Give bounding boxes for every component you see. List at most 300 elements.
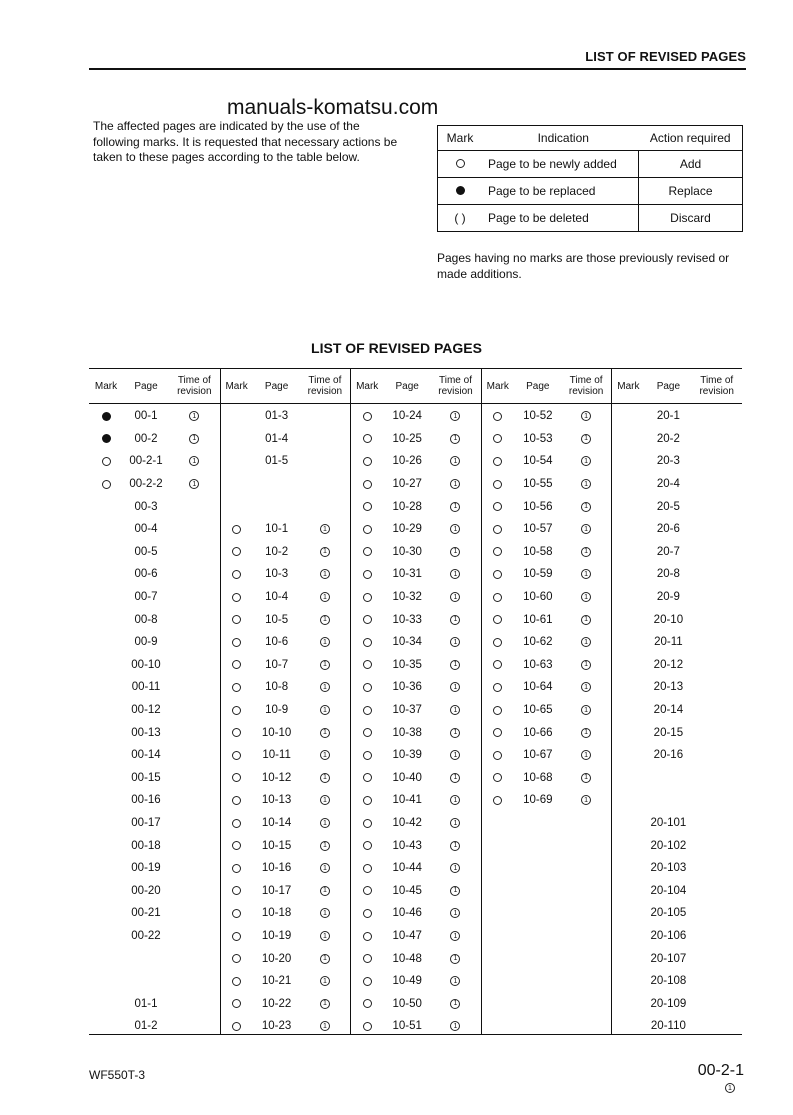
mark-cell bbox=[350, 518, 384, 541]
mark-cell bbox=[481, 541, 515, 564]
revision-circle-icon: 1 bbox=[320, 954, 330, 964]
table-row bbox=[220, 428, 351, 451]
table-row bbox=[220, 902, 351, 925]
revision-cell bbox=[561, 789, 612, 812]
table-row bbox=[220, 970, 351, 993]
table-row bbox=[611, 699, 742, 722]
page-cell: 20-103 bbox=[650, 862, 687, 875]
header-title: LIST OF REVISED PAGES bbox=[585, 49, 746, 64]
revision-cell bbox=[169, 902, 220, 925]
revision-cell bbox=[169, 699, 220, 722]
table-row bbox=[611, 563, 742, 586]
page-cell: 10-16 bbox=[261, 862, 292, 875]
mark-cell bbox=[220, 947, 254, 970]
table-row bbox=[350, 518, 481, 541]
page-cell: 01-4 bbox=[265, 432, 289, 445]
page-cell: 10-68 bbox=[523, 771, 553, 784]
revision-circle-icon: 1 bbox=[581, 705, 591, 715]
revision-circle-icon: 1 bbox=[581, 773, 591, 783]
mark-cell bbox=[220, 631, 254, 654]
table-row bbox=[481, 563, 612, 586]
table-row bbox=[89, 970, 220, 993]
mark-cell bbox=[611, 563, 645, 586]
table-row bbox=[89, 721, 220, 744]
mark-cell bbox=[89, 541, 123, 564]
page-cell: 00-2-2 bbox=[129, 478, 163, 491]
open-circle-icon bbox=[493, 502, 502, 511]
page-cell bbox=[123, 970, 169, 993]
revision-cell bbox=[561, 563, 612, 586]
open-circle-icon bbox=[363, 412, 372, 421]
revision-cell bbox=[430, 586, 481, 609]
page-cell: 00-16 bbox=[131, 794, 161, 807]
revision-circle-icon: 1 bbox=[189, 411, 199, 421]
open-circle-icon bbox=[363, 480, 372, 489]
revision-circle-icon: 1 bbox=[450, 569, 460, 579]
table-row bbox=[350, 744, 481, 767]
table-row bbox=[481, 654, 612, 677]
revision-cell bbox=[300, 428, 351, 451]
page-cell: 10-36 bbox=[392, 681, 422, 694]
page-cell: 00-12 bbox=[131, 704, 161, 717]
table-row bbox=[89, 1015, 220, 1038]
mark-cell bbox=[89, 450, 123, 473]
revision-cell bbox=[300, 857, 351, 880]
page-cell: 10-58 bbox=[523, 545, 553, 558]
open-circle-icon bbox=[232, 593, 241, 602]
table-row bbox=[350, 1015, 481, 1038]
page-cell: 10-44 bbox=[392, 862, 422, 875]
table-row bbox=[481, 405, 612, 428]
revision-circle-icon: 1 bbox=[320, 524, 330, 534]
open-circle-icon bbox=[232, 864, 241, 873]
revision-cell bbox=[169, 1015, 220, 1038]
table-row bbox=[350, 495, 481, 518]
table-row bbox=[89, 834, 220, 857]
mark-cell bbox=[350, 993, 384, 1016]
legend-row-replace bbox=[438, 178, 743, 205]
header-time: Time of revision bbox=[307, 375, 343, 397]
legend-indication: Page to be newly added bbox=[482, 151, 639, 178]
table-row bbox=[89, 450, 220, 473]
mark-cell bbox=[220, 744, 254, 767]
page-cell: 10-30 bbox=[392, 545, 422, 558]
revision-cell bbox=[561, 495, 612, 518]
page-cell: 10-17 bbox=[261, 884, 292, 897]
page-cell: 01-2 bbox=[134, 1020, 158, 1033]
mark-cell bbox=[481, 654, 515, 677]
revision-circle-icon: 1 bbox=[581, 660, 591, 670]
open-circle-icon bbox=[363, 683, 372, 692]
revision-cell bbox=[691, 880, 742, 903]
revision-circle-icon: 1 bbox=[320, 728, 330, 738]
mark-cell bbox=[220, 495, 254, 518]
legend-table bbox=[437, 125, 743, 232]
table-row bbox=[611, 608, 742, 631]
open-circle-icon bbox=[232, 525, 241, 534]
intro-paragraph: The affected pages are indicated by the use of the following marks. It is requested that necessary actions be taken to these pages according to the table below. bbox=[93, 119, 398, 164]
table-row bbox=[611, 428, 742, 451]
page-cell: 00-2 bbox=[134, 432, 158, 445]
filled-circle-icon bbox=[102, 412, 111, 421]
table-row bbox=[481, 541, 612, 564]
mark-cell bbox=[89, 654, 123, 677]
table-row bbox=[89, 676, 220, 699]
page-cell: 20-108 bbox=[650, 975, 687, 988]
table-row bbox=[611, 947, 742, 970]
page-cell: 20-109 bbox=[650, 997, 687, 1010]
open-circle-icon bbox=[232, 547, 241, 556]
revision-cell bbox=[169, 518, 220, 541]
table-row bbox=[350, 902, 481, 925]
table-row bbox=[89, 631, 220, 654]
table-row bbox=[611, 473, 742, 496]
mark-cell bbox=[611, 473, 645, 496]
table-row bbox=[481, 767, 612, 790]
legend-indication: Page to be replaced bbox=[482, 178, 639, 205]
open-circle-icon bbox=[363, 864, 372, 873]
page-cell: 00-1 bbox=[134, 410, 158, 423]
table-row bbox=[89, 518, 220, 541]
page-cell: 00-15 bbox=[131, 771, 161, 784]
open-circle-icon bbox=[493, 773, 502, 782]
page-cell: 00-8 bbox=[134, 613, 158, 626]
page-cell bbox=[254, 473, 300, 496]
mark-cell bbox=[350, 834, 384, 857]
open-circle-icon bbox=[232, 909, 241, 918]
revision-cell bbox=[430, 428, 481, 451]
page-cell: 10-27 bbox=[392, 478, 422, 491]
open-circle-icon bbox=[232, 1022, 241, 1031]
table-row bbox=[350, 925, 481, 948]
revision-cell bbox=[300, 947, 351, 970]
table-row bbox=[481, 518, 612, 541]
revision-circle-icon: 1 bbox=[320, 818, 330, 828]
mark-cell bbox=[611, 947, 645, 970]
revision-cell bbox=[561, 721, 612, 744]
open-circle-icon bbox=[232, 615, 241, 624]
open-circle-icon bbox=[102, 457, 111, 466]
open-circle-icon bbox=[493, 751, 502, 760]
mark-cell bbox=[350, 947, 384, 970]
revision-cell bbox=[691, 405, 742, 428]
revision-circle-icon: 1 bbox=[450, 908, 460, 918]
mark-cell bbox=[89, 586, 123, 609]
mark-cell bbox=[220, 563, 254, 586]
revision-cell bbox=[430, 518, 481, 541]
watermark: manuals-komatsu.com bbox=[227, 96, 439, 119]
open-circle-icon bbox=[363, 796, 372, 805]
mark-cell bbox=[220, 428, 254, 451]
revision-cell bbox=[169, 993, 220, 1016]
mark-cell bbox=[350, 767, 384, 790]
revision-cell bbox=[430, 925, 481, 948]
revision-cell bbox=[561, 631, 612, 654]
header-page: Page bbox=[264, 380, 289, 392]
mark-cell bbox=[89, 993, 123, 1016]
table-row bbox=[220, 518, 351, 541]
table-row bbox=[220, 947, 351, 970]
page-cell: 00-10 bbox=[131, 658, 161, 671]
revision-circle-icon: 1 bbox=[450, 728, 460, 738]
revision-cell bbox=[169, 812, 220, 835]
table-row bbox=[611, 541, 742, 564]
table-row bbox=[611, 812, 742, 835]
revision-cell bbox=[430, 631, 481, 654]
table-row bbox=[220, 563, 351, 586]
mark-cell bbox=[220, 925, 254, 948]
open-circle-icon bbox=[493, 638, 502, 647]
table-row bbox=[220, 654, 351, 677]
revision-cell bbox=[169, 631, 220, 654]
page-cell: 20-12 bbox=[653, 658, 684, 671]
revision-cell bbox=[561, 699, 612, 722]
revision-cell bbox=[561, 654, 612, 677]
mark-cell bbox=[611, 541, 645, 564]
table-row bbox=[350, 586, 481, 609]
mark-cell bbox=[481, 676, 515, 699]
revision-cell bbox=[169, 405, 220, 428]
revision-cell bbox=[430, 993, 481, 1016]
table-row bbox=[350, 880, 481, 903]
mark-cell bbox=[481, 767, 515, 790]
mark-cell bbox=[611, 518, 645, 541]
mark-cell bbox=[350, 495, 384, 518]
revision-circle-icon: 1 bbox=[581, 637, 591, 647]
page-cell: 10-56 bbox=[523, 500, 553, 513]
revision-cell bbox=[169, 834, 220, 857]
table-row bbox=[611, 902, 742, 925]
table-row bbox=[611, 925, 742, 948]
revision-circle-icon: 1 bbox=[581, 479, 591, 489]
page-cell: 20-10 bbox=[653, 613, 684, 626]
revision-cell bbox=[300, 902, 351, 925]
table-row bbox=[220, 767, 351, 790]
revision-circle-icon: 1 bbox=[320, 795, 330, 805]
revision-cell bbox=[430, 880, 481, 903]
page-cell: 10-2 bbox=[265, 545, 289, 558]
mark-cell bbox=[89, 812, 123, 835]
revision-circle-icon: 1 bbox=[450, 660, 460, 670]
table-row bbox=[220, 857, 351, 880]
page-cell: 10-23 bbox=[261, 1020, 292, 1033]
page-cell: 10-46 bbox=[392, 907, 422, 920]
table-row bbox=[89, 767, 220, 790]
header-time: Time of revision bbox=[177, 375, 212, 397]
page-cell: 20-3 bbox=[656, 455, 680, 468]
table-row bbox=[220, 834, 351, 857]
page-cell: 10-38 bbox=[392, 726, 422, 739]
revision-cell bbox=[430, 1015, 481, 1038]
open-circle-icon bbox=[493, 706, 502, 715]
mark-cell bbox=[611, 993, 645, 1016]
mark-cell bbox=[220, 676, 254, 699]
revision-cell bbox=[430, 812, 481, 835]
revision-cell bbox=[300, 993, 351, 1016]
table-row bbox=[350, 676, 481, 699]
revision-cell bbox=[300, 608, 351, 631]
page-cell: 10-54 bbox=[523, 455, 553, 468]
revision-cell bbox=[169, 789, 220, 812]
list-title: LIST OF REVISED PAGES bbox=[311, 340, 482, 356]
revision-cell bbox=[300, 767, 351, 790]
mark-cell bbox=[220, 834, 254, 857]
mark-cell bbox=[89, 902, 123, 925]
revision-circle-icon: 1 bbox=[320, 660, 330, 670]
open-circle-icon bbox=[232, 886, 241, 895]
legend-note: Pages having no marks are those previously revised or made additions. bbox=[437, 251, 730, 281]
mark-cell bbox=[481, 631, 515, 654]
page-cell: 20-5 bbox=[656, 500, 680, 513]
revision-cell bbox=[169, 857, 220, 880]
revision-circle-icon: 1 bbox=[450, 456, 460, 466]
page-cell bbox=[645, 767, 691, 790]
model-number: WF550T-3 bbox=[89, 1068, 146, 1082]
mark-cell bbox=[220, 405, 254, 428]
revision-cell bbox=[691, 473, 742, 496]
open-circle-icon bbox=[232, 819, 241, 828]
revision-circle-icon: 1 bbox=[320, 615, 330, 625]
mark-cell bbox=[481, 744, 515, 767]
table-row bbox=[220, 699, 351, 722]
table-row bbox=[481, 608, 612, 631]
table-row bbox=[220, 812, 351, 835]
revision-cell bbox=[430, 947, 481, 970]
mark-cell bbox=[350, 789, 384, 812]
mark-cell bbox=[611, 405, 645, 428]
revision-circle-icon: 1 bbox=[320, 569, 330, 579]
page-cell: 10-29 bbox=[392, 523, 422, 536]
header-mark: Mark bbox=[356, 380, 379, 392]
page-cell: 10-5 bbox=[265, 613, 289, 626]
revision-cell bbox=[430, 857, 481, 880]
table-row bbox=[350, 834, 481, 857]
open-circle-icon bbox=[363, 841, 372, 850]
page-cell bbox=[254, 495, 300, 518]
revision-cell bbox=[430, 721, 481, 744]
page-cell: 10-13 bbox=[261, 794, 292, 807]
page-cell: 20-101 bbox=[650, 817, 687, 830]
revision-cell bbox=[300, 495, 351, 518]
mark-cell bbox=[89, 947, 123, 970]
table-row bbox=[89, 473, 220, 496]
revision-circle-icon: 1 bbox=[450, 1021, 460, 1031]
table-row bbox=[89, 405, 220, 428]
revision-circle-icon: 1 bbox=[320, 682, 330, 692]
mark-cell bbox=[611, 857, 645, 880]
revision-cell bbox=[691, 789, 742, 812]
table-row bbox=[220, 744, 351, 767]
mark-cell bbox=[220, 993, 254, 1016]
table-row bbox=[481, 744, 612, 767]
footer-revision-mark bbox=[725, 1083, 735, 1093]
legend-action: Replace bbox=[639, 178, 743, 205]
mark-cell bbox=[89, 767, 123, 790]
mark-cell bbox=[481, 495, 515, 518]
open-circle-icon bbox=[493, 683, 502, 692]
page-cell: 20-1 bbox=[656, 410, 680, 423]
table-header bbox=[89, 369, 742, 404]
revision-cell bbox=[691, 563, 742, 586]
revision-cell bbox=[691, 834, 742, 857]
mark-cell bbox=[89, 1015, 123, 1038]
mark-cell bbox=[350, 654, 384, 677]
open-circle-icon bbox=[363, 999, 372, 1008]
revision-cell bbox=[691, 993, 742, 1016]
mark-cell bbox=[89, 563, 123, 586]
revision-cell bbox=[300, 925, 351, 948]
table-row bbox=[220, 1015, 351, 1038]
table-row bbox=[350, 699, 481, 722]
table-row bbox=[611, 767, 742, 790]
open-circle-icon bbox=[363, 751, 372, 760]
page-cell: 00-14 bbox=[131, 749, 161, 762]
revision-cell bbox=[300, 880, 351, 903]
mark-cell bbox=[220, 518, 254, 541]
revision-circle-icon: 1 bbox=[450, 682, 460, 692]
page-cell: 00-9 bbox=[134, 636, 158, 649]
revision-circle-icon: 1 bbox=[581, 750, 591, 760]
revision-circle-icon: 1 bbox=[320, 863, 330, 873]
revision-cell bbox=[430, 834, 481, 857]
table-row bbox=[350, 789, 481, 812]
page-cell: 20-105 bbox=[650, 907, 687, 920]
mark-cell bbox=[220, 586, 254, 609]
table-row bbox=[481, 473, 612, 496]
open-circle-icon bbox=[363, 457, 372, 466]
page-cell: 10-19 bbox=[261, 930, 292, 943]
page-cell: 10-22 bbox=[261, 997, 292, 1010]
revision-cell bbox=[691, 586, 742, 609]
table-row bbox=[89, 586, 220, 609]
revision-cell bbox=[691, 676, 742, 699]
page-cell: 10-7 bbox=[265, 658, 289, 671]
revision-cell bbox=[691, 925, 742, 948]
open-circle-icon bbox=[232, 638, 241, 647]
table-row bbox=[220, 541, 351, 564]
mark-cell bbox=[481, 518, 515, 541]
revision-circle-icon: 1 bbox=[320, 999, 330, 1009]
page-cell: 10-45 bbox=[392, 884, 422, 897]
table-row bbox=[89, 925, 220, 948]
table-row bbox=[611, 450, 742, 473]
mark-cell bbox=[611, 721, 645, 744]
page-cell: 10-3 bbox=[265, 568, 289, 581]
page-cell: 10-1 bbox=[265, 523, 289, 536]
table-row bbox=[611, 405, 742, 428]
page-cell: 20-14 bbox=[653, 704, 684, 717]
table-row bbox=[481, 789, 612, 812]
revision-circle-icon: 1 bbox=[320, 1021, 330, 1031]
revision-cell bbox=[169, 970, 220, 993]
revision-circle-icon: 1 bbox=[320, 886, 330, 896]
page-cell: 10-8 bbox=[265, 681, 289, 694]
page-cell: 10-39 bbox=[392, 749, 422, 762]
mark-cell bbox=[220, 473, 254, 496]
table-row bbox=[611, 518, 742, 541]
table-row bbox=[220, 586, 351, 609]
revision-circle-icon: 1 bbox=[450, 547, 460, 557]
mark-cell bbox=[89, 925, 123, 948]
open-circle-icon bbox=[363, 706, 372, 715]
page-cell: 10-14 bbox=[261, 817, 292, 830]
mark-cell bbox=[481, 699, 515, 722]
revision-circle-icon: 1 bbox=[581, 592, 591, 602]
revision-cell bbox=[169, 450, 220, 473]
revision-circle-icon: 1 bbox=[581, 682, 591, 692]
revision-cell bbox=[169, 563, 220, 586]
mark-cell bbox=[481, 473, 515, 496]
